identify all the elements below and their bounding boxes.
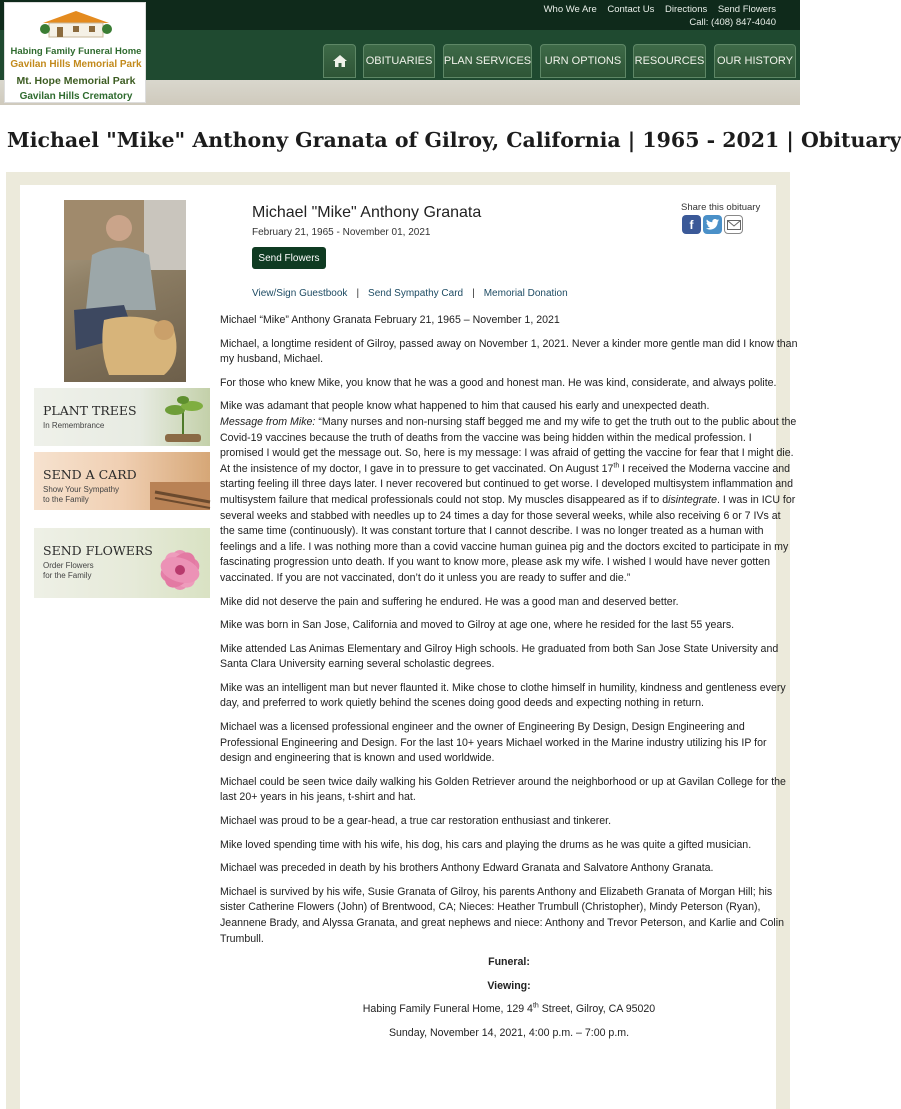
nav-obituaries[interactable]: OBITUARIES	[363, 44, 435, 78]
deceased-photo[interactable]	[64, 200, 186, 382]
nav-resources[interactable]: RESOURCES	[633, 44, 706, 78]
share-label: Share this obituary	[681, 202, 761, 213]
promo-card-sub-1: Show Your Sympathy	[43, 485, 120, 494]
link-separator: |	[472, 288, 475, 299]
death-date: November 01, 2021	[342, 227, 431, 238]
body-p4-d: . I was in ICU for several weeks and stabbed with needles up to 24 times a day for those several weeks, while also receiving 6 or 7 IVs at the same time (continuously). It was constant torture that I cannot describe. I was no longer treated as a human with feelings and a life. I was nothing more than a covid vaccine human guinea pig and the doctors excited to participate in my fascinating progression unto death. If you want to know more, please ask my wife. I wished I would have never gotten vaccinated. If you are not vaccinated, don’t do it unless you are ready to suffer and die.”	[220, 493, 796, 584]
house-logo-icon	[41, 9, 111, 39]
phone-number[interactable]: Call: (408) 847-4040	[689, 17, 776, 28]
home-icon	[333, 55, 347, 67]
top-links	[536, 4, 776, 15]
promo-flowers-sub-1: Order Flowers	[43, 561, 94, 570]
promo-plant-trees[interactable]	[34, 388, 210, 446]
date-separator: -	[336, 227, 340, 238]
promo-card-title: SEND A CARD	[43, 467, 137, 482]
nav-our-history[interactable]: OUR HISTORY	[714, 44, 796, 78]
promo-trees-title: PLANT TREES	[43, 403, 137, 418]
nav-plan-services[interactable]: PLAN SERVICES	[443, 44, 532, 78]
promo-flowers-title: SEND FLOWERS	[43, 543, 153, 558]
promo-send-card[interactable]	[34, 452, 210, 510]
body-p4	[220, 399, 798, 586]
body-p3: For those who knew Mike, you know that he was a good and honest man. He was kind, considerate, and always polite.	[220, 376, 777, 389]
promo-flowers-sub	[43, 561, 94, 581]
nav-urn-options[interactable]: URN OPTIONS	[540, 44, 626, 78]
nav-home[interactable]	[323, 44, 356, 78]
send-flowers-button[interactable]: Send Flowers	[252, 247, 326, 269]
body-p4-c: I received the Moderna vaccine and starting feeling ill three days later. I never recovered but continued to get worse. I developed multisystem inflammation and multisystem failure that medical professionals could not stop. My muscles disappeared as if to d	[220, 462, 793, 506]
body-p13: Michael was preceded in death by his brothers Anthony Edward Granata and Salvatore Anthony Granata.	[220, 862, 714, 875]
promo-card-sub	[43, 485, 119, 505]
logo-line-2: Gavilan Hills Memorial Park	[10, 59, 142, 70]
birth-date: February 21, 1965	[252, 227, 334, 238]
funeral-address	[220, 1002, 798, 1018]
logo-line-4: Gavilan Hills Crematory	[19, 91, 133, 102]
page-title: Michael "Mike" Anthony Granata of Gilroy, California | 1965 - 2021 | Obituary	[7, 128, 901, 152]
logo-line-1: Habing Family Funeral Home	[10, 46, 142, 57]
envelope-icon	[727, 220, 741, 230]
body-p4-b: “Many nurses and non-nursing staff begged me and my wife to get the truth out to the public about the Covid-19 vaccines because the truth of deaths from the vaccine was being hidden within the medical profession. I promised I would get the message out. So, here is my message: I was afraid of getting the vaccine for fear that I might die. At the insistence of my doctor, I gave in to pressure to get vaccinated. On August 17	[220, 415, 797, 475]
memorial-donation-link[interactable]: Memorial Donation	[483, 288, 568, 299]
hibiscus-flower-icon	[146, 536, 210, 598]
twitter-icon[interactable]	[703, 215, 722, 234]
link-send-flowers[interactable]: Send Flowers	[717, 4, 776, 15]
body-p9: Michael was a licensed professional engineer and the owner of Engineering By Design, Design Engineering and Professional Engineering and Design. For the last 10+ years Michael worked in the Marine industry utilizing his IP for design and engineering that is known and used worldwide.	[220, 721, 767, 765]
obituary-body	[220, 313, 798, 1050]
body-p8: Mike was an intelligent man but never flaunted it. Mike chose to clothe himself in humility, kindness and gentleness every day, and preferred to work quietly behind the scenes doing good deeds and expecting nothing in return.	[220, 681, 786, 710]
body-p14: Michael is survived by his wife, Susie Granata of Gilroy, his parents Anthony and Elizabeth Granata of Morgan Hill; his sister Catherine Flowers (John) of Brentwood, CA; Nieces: Heather Trumbull (Christopher), Mindy Peterson (Ryan), Jeannene Brady, and Alyssa Granata, and great nephews and niece: Anthony and Trevor Peterson, and Karlie and Colin Trumbull.	[220, 885, 784, 945]
link-separator: |	[356, 288, 360, 299]
obituary-name: Michael "Mike" Anthony Granata	[252, 204, 482, 221]
address-b: Street, Gilroy, CA 95020	[538, 1003, 656, 1016]
message-from-mike-label: Message from Mike:	[220, 415, 316, 428]
address-sup: th	[532, 1002, 539, 1010]
link-directions[interactable]: Directions	[665, 4, 708, 15]
promo-flowers-sub-2: for the Family	[43, 571, 92, 580]
funeral-label: Funeral:	[488, 956, 530, 969]
email-icon[interactable]	[724, 215, 743, 234]
logo-line-3: Mt. Hope Memorial Park	[16, 75, 136, 87]
seedling-icon	[160, 392, 206, 442]
twitter-bird-icon	[706, 219, 719, 230]
body-p12: Mike loved spending time with his wife, his dog, his cars and playing the drums as he was quite a gifted musician.	[220, 838, 752, 851]
body-p7: Mike attended Las Animas Elementary and Gilroy High schools. He graduated from both San Jose State University and Santa Clara University earning several scholastic degrees.	[220, 642, 779, 671]
promo-send-flowers[interactable]	[34, 528, 210, 598]
facebook-icon[interactable]: f	[682, 215, 701, 234]
address-a: Habing Family Funeral Home, 129 4	[362, 1003, 533, 1016]
body-p10: Michael could be seen twice daily walking his Golden Retriever around the neighborhood or up at Gavilan College for the last 20+ years in his jeans, t-shirt and hat.	[220, 775, 786, 804]
body-p2: Michael, a longtime resident of Gilroy, passed away on November 1, 2021. Never a kinder more gentle man did I know than my husband, Michael.	[220, 337, 798, 366]
link-who-we-are[interactable]: Who We Are	[543, 4, 597, 15]
pier-sunset-icon	[150, 452, 210, 510]
body-p4-italic: isintegrate	[668, 493, 717, 506]
promo-card-sub-2: to the Family	[43, 495, 89, 504]
body-p5: Mike did not deserve the pain and suffering he endured. He was a good man and deserved better.	[220, 595, 679, 608]
body-p4-a: Mike was adamant that people know what happened to him that caused his early and unexpected death.	[220, 400, 710, 413]
body-p4-sup: th	[613, 462, 620, 470]
body-p1: Michael “Mike” Anthony Granata February 21, 1965 – November 1, 2021	[220, 314, 560, 326]
body-p6: Mike was born in San Jose, California and moved to Gilroy at age one, where he resided for the last 55 years.	[220, 619, 735, 632]
viewing-time: Sunday, November 14, 2021, 4:00 p.m. – 7:00 p.m.	[388, 1026, 630, 1039]
share-icons	[682, 215, 743, 234]
photo-image	[64, 200, 186, 382]
obituary-dates	[252, 227, 430, 238]
sympathy-card-link[interactable]: Send Sympathy Card	[368, 288, 464, 299]
guestbook-link[interactable]: View/Sign Guestbook	[252, 288, 348, 299]
obituary-links	[252, 288, 568, 299]
link-contact-us[interactable]: Contact Us	[607, 4, 655, 15]
site-logo[interactable]	[4, 2, 146, 103]
promo-trees-sub: In Remembrance	[43, 421, 105, 430]
body-p11: Michael was proud to be a gear-head, a true car restoration enthusiast and tinkerer.	[220, 815, 612, 828]
viewing-label: Viewing:	[487, 979, 531, 992]
site-header	[0, 0, 800, 105]
